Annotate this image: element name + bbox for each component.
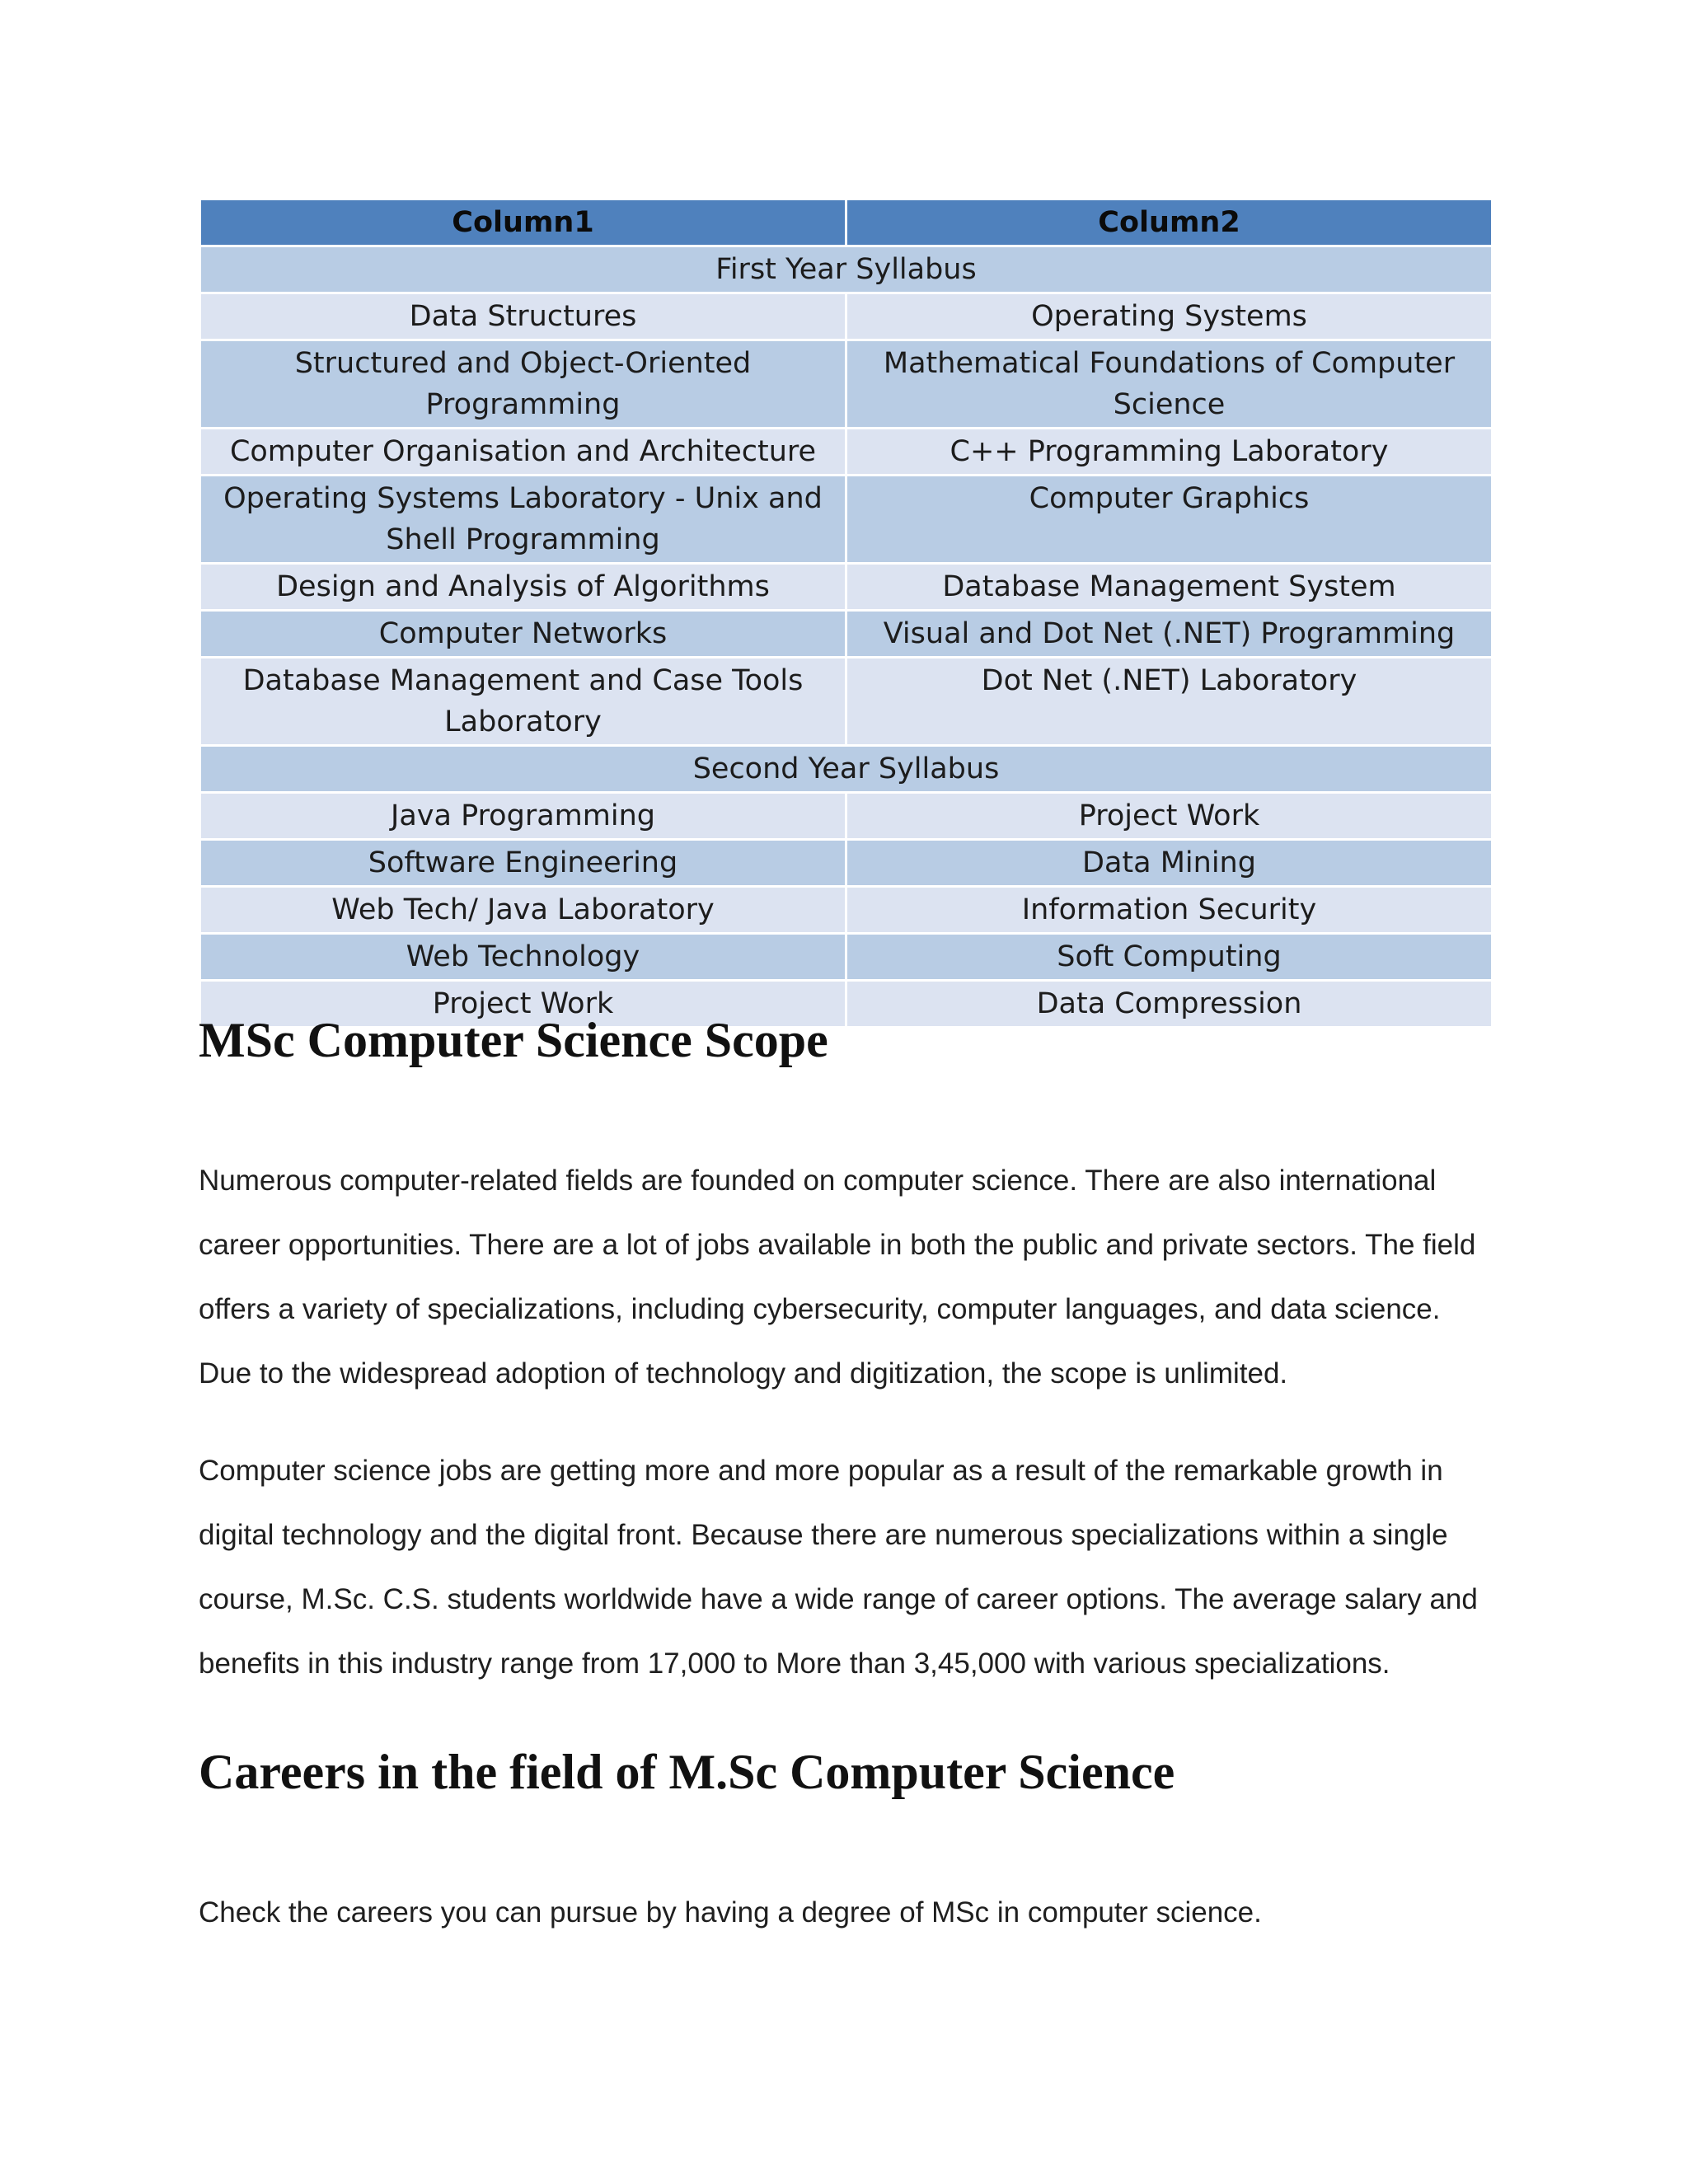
column-header: Column1 <box>200 199 846 246</box>
table-cell: Java Programming <box>200 793 846 840</box>
scope-heading: MSc Computer Science Scope <box>199 1013 828 1067</box>
table-cell: Structured and Object-Oriented Programming <box>200 340 846 429</box>
table-cell: Data Compression <box>846 981 1493 1028</box>
table-row <box>200 934 1493 981</box>
table-cell: Web Technology <box>200 934 846 981</box>
table-cell: Project Work <box>846 793 1493 840</box>
table-row <box>200 429 1493 476</box>
table-cell: Design and Analysis of Algorithms <box>200 564 846 611</box>
syllabus-table <box>199 198 1493 1029</box>
table-row <box>200 340 1493 429</box>
table-cell: Computer Graphics <box>846 476 1493 564</box>
careers-paragraph: Check the careers you can pursue by having a degree of MSc in computer science. <box>199 1896 1262 1929</box>
section-label: Second Year Syllabus <box>200 746 1493 793</box>
scope-paragraph-1: Numerous computer-related fields are founded on computer science. There are also international career opportunities. There are a lot of jobs available in both the public and private sectors. The field offers a variety of specializations, including cybersecurity, computer languages, and data science. Due to the widespread adoption of technology and digitization, the scope is unlimited. <box>199 1165 1476 1390</box>
table-cell: Software Engineering <box>200 840 846 887</box>
table-cell: Web Tech/ Java Laboratory <box>200 887 846 934</box>
scope-paragraph-2: Computer science jobs are getting more and more popular as a result of the remarkable growth in digital technology and the digital front. Because there are numerous specializations within a single course, M.Sc. C.S. students worldwide have a wide range of career options. The average salary and benefits in this industry range from 17,000 to More than 3,45,000 with various specializations. <box>199 1455 1478 1680</box>
table-row <box>200 564 1493 611</box>
section-row-first-year <box>200 246 1493 293</box>
table-row <box>200 658 1493 746</box>
section-row-second-year <box>200 746 1493 793</box>
table-cell: Data Mining <box>846 840 1493 887</box>
table-row <box>200 611 1493 658</box>
table-cell: Visual and Dot Net (.NET) Programming <box>846 611 1493 658</box>
column-header: Column2 <box>846 199 1493 246</box>
table-cell: Computer Networks <box>200 611 846 658</box>
table-cell: Operating Systems Laboratory - Unix and Shell Programming <box>200 476 846 564</box>
table-cell: C++ Programming Laboratory <box>846 429 1493 476</box>
table-cell: Dot Net (.NET) Laboratory <box>846 658 1493 746</box>
table-cell: Computer Organisation and Architecture <box>200 429 846 476</box>
table-cell: Data Structures <box>200 293 846 340</box>
table-row <box>200 476 1493 564</box>
table-cell: Database Management and Case Tools Laboratory <box>200 658 846 746</box>
document-page <box>199 198 1491 1929</box>
table-cell: Soft Computing <box>846 934 1493 981</box>
table-cell: Database Management System <box>846 564 1493 611</box>
section-label: First Year Syllabus <box>200 246 1493 293</box>
careers-heading: Careers in the field of M.Sc Computer Science <box>199 1745 1175 1799</box>
table-header-row <box>200 199 1493 246</box>
table-row <box>200 887 1493 934</box>
table-cell: Operating Systems <box>846 293 1493 340</box>
table-cell: Mathematical Foundations of Computer Science <box>846 340 1493 429</box>
table-row <box>200 840 1493 887</box>
table-cell: Information Security <box>846 887 1493 934</box>
table-row <box>200 293 1493 340</box>
table-cell: Project Work <box>200 981 846 1028</box>
table-row <box>200 793 1493 840</box>
